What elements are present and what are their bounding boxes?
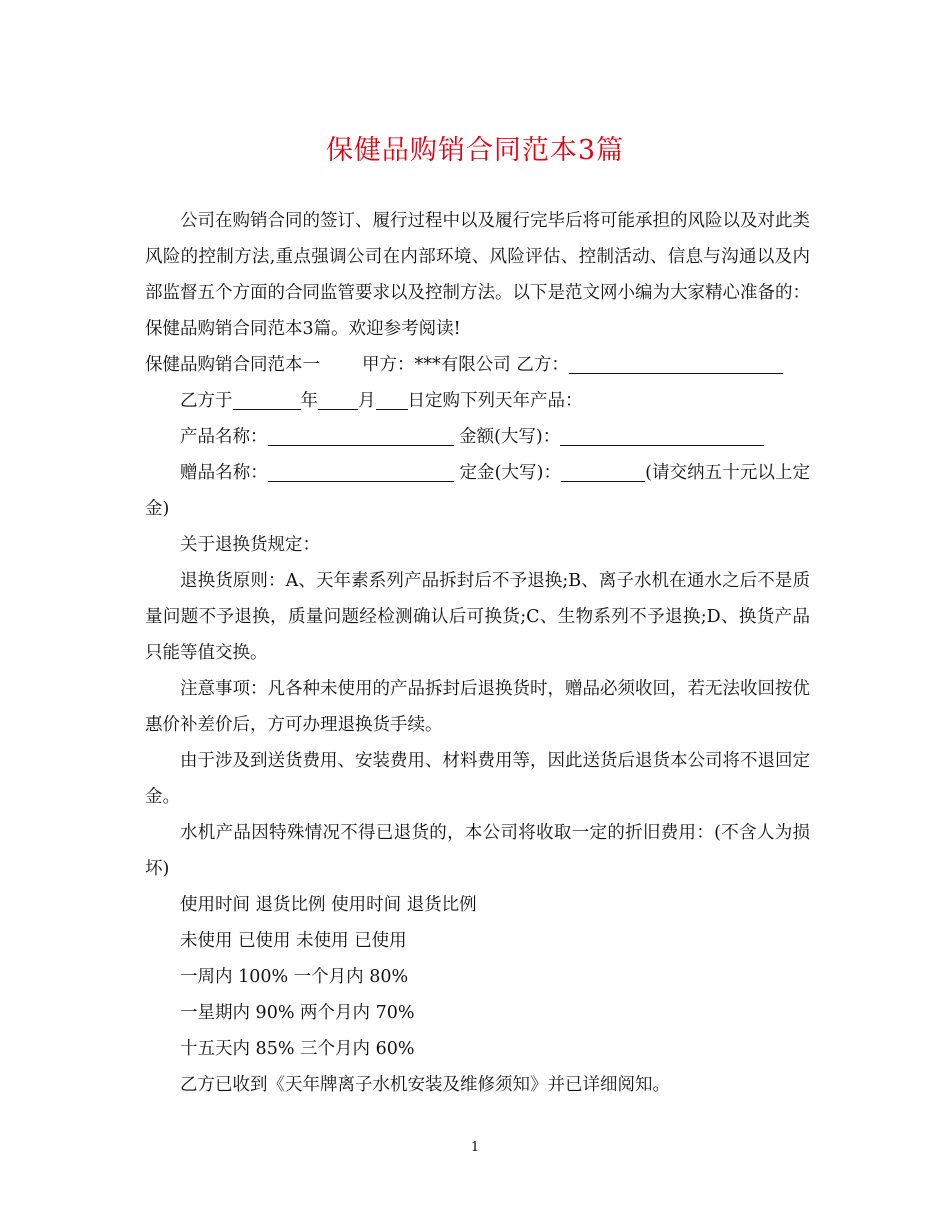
deposit-blank [561, 459, 645, 482]
delivery-paragraph: 由于涉及到送货费用、安装费用、材料费用等，因此送货后退货本公司将不退回定金。 [145, 751, 810, 807]
contract-heading: 保健品购销合同范本一 [145, 355, 320, 375]
table-line: 未使用 已使用 未使用 已使用 [180, 931, 407, 951]
table-line: 一周内 100% 一个月内 80% [180, 967, 409, 987]
return-principle-paragraph: 退换货原则：A、天年素系列产品拆封后不予退换;B、离子水机在通水之后不是质量问题不予退换，质量问题经检测确认后可换货;C、生物系列不予退换;D、换货产品只能等值交换。 [145, 571, 810, 663]
month-blank [318, 387, 358, 410]
intro-paragraph: 公司在购销合同的签订、履行过程中以及履行完毕后将可能承担的风险以及对此类风险的控制方法,重点强调公司在内部环境、风险评估、控制活动、信息与沟通以及内部监督五个方面的合同监管要求以及控制方法。以下是范文网小编为大家精心准备的：保健品购销合同范本3篇。欢迎参考阅读! [145, 211, 810, 339]
date-prefix: 乙方于 [180, 391, 233, 411]
notice-paragraph: 注意事项：凡各种未使用的产品拆封后退换货时，赠品必须收回，若无法收回按优惠价补差价后，方可办理退换货手续。 [145, 679, 810, 735]
gift-line [145, 455, 810, 527]
month-label: 月 [358, 391, 376, 411]
product-blank [268, 423, 454, 446]
party-b-blank [569, 351, 783, 374]
year-label: 年 [300, 391, 318, 411]
product-label: 产品名称： [180, 427, 268, 447]
page-number: 1 [470, 1140, 480, 1155]
party-b-label: 乙方： [516, 355, 569, 375]
acknowledgement-paragraph: 乙方已收到《天年牌离子水机安装及维修须知》并已详细阅知。 [180, 1075, 670, 1095]
table-line: 使用时间 退货比例 使用时间 退货比例 [180, 895, 477, 915]
depreciation-paragraph: 水机产品因特殊情况不得已退货的，本公司将收取一定的折旧费用：(不含人为损坏) [145, 823, 810, 879]
gift-blank [268, 459, 454, 482]
returns-heading: 关于退换货规定： [180, 535, 320, 555]
order-date-line [145, 383, 810, 419]
deposit-label: 定金(大写)： [459, 463, 562, 483]
day-blank [376, 387, 408, 410]
gift-label: 赠品名称： [180, 463, 268, 483]
product-line [145, 419, 810, 455]
document-body [145, 203, 810, 1103]
party-a: 甲方：***有限公司 [362, 355, 511, 375]
year-blank [233, 387, 301, 410]
amount-label: 金额(大写)： [459, 427, 561, 447]
amount-blank [560, 423, 764, 446]
document-title: 保健品购销合同范本3篇 [325, 135, 625, 166]
deposit-note: (请交纳五十元以上定金) [145, 463, 811, 519]
contract-parties-line [145, 347, 810, 383]
date-suffix: 日定购下列天年产品： [407, 391, 583, 411]
table-line: 十五天内 85% 三个月内 60% [180, 1039, 415, 1059]
table-line: 一星期内 90% 两个月内 70% [180, 1003, 415, 1023]
